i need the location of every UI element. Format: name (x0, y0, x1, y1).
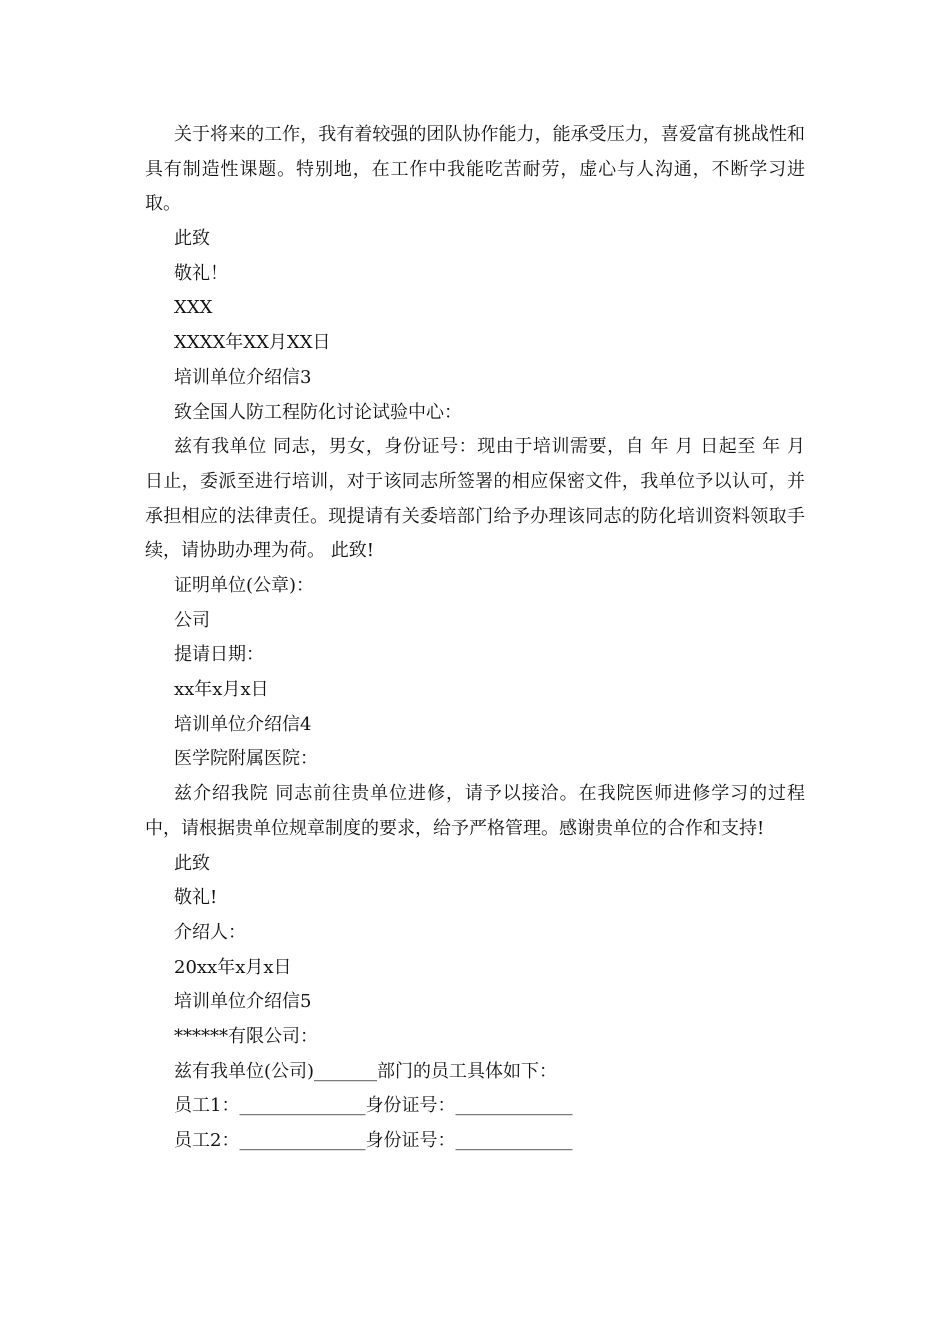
section-title-4: 培训单位介绍信4 (174, 713, 312, 735)
closing-cizhi-2: 此致 (174, 852, 210, 874)
paragraph-letter-3-body: 兹有我单位 同志，男女，身份证号：现由于培训需要，自 年 月 日起至 年 月 日止，委派至进行培训，对于该同志所签署的相应保密文件，我单位予以认可，并承担相应的法律责任。现提请有关委培部门给予办理该同志的防化培训资料领取手续，请协助办理为荷。 此致! (145, 436, 805, 562)
request-date-value: xx年x月x日 (174, 679, 269, 701)
document-body (145, 118, 805, 1159)
addressee-3: 致全国人防工程防化讨论试验中心： (174, 401, 462, 423)
addressee-4: 医学院附属医院： (174, 748, 318, 770)
certifying-unit-label: 证明单位(公章)： (174, 575, 315, 597)
closing-jingli-2: 敬礼! (174, 887, 218, 909)
signature-name: XXX (174, 297, 213, 319)
signature-date-1: XXXX年XX月XX日 (174, 332, 331, 354)
introducer-label: 介绍人： (174, 921, 246, 943)
request-date-label: 提请日期： (174, 644, 264, 666)
addressee-5: ******有限公司： (174, 1026, 318, 1048)
section-title-3: 培训单位介绍信3 (174, 366, 312, 388)
closing-cizhi-1: 此致 (174, 228, 210, 250)
section-title-5: 培训单位介绍信5 (174, 991, 312, 1013)
closing-jingli-1: 敬礼！ (174, 262, 228, 284)
signature-date-2: 20xx年x月x日 (174, 956, 292, 978)
paragraph-letter-4-body: 兹介绍我院 同志前往贵单位进修，请予以接洽。在我院医师进修学习的过程中，请根据贵单位规章制度的要求，给予严格管理。感谢贵单位的合作和支持! (145, 783, 805, 839)
paragraph-letter-5-intro: 兹有我单位(公司)_______部门的员工具体如下： (174, 1060, 558, 1082)
certifying-unit-value: 公司 (174, 609, 210, 631)
employee-2-line: 员工2：______________身份证号：_____________ (174, 1130, 573, 1152)
paragraph-work-attitude: 关于将来的工作，我有着较强的团队协作能力，能承受压力，喜爱富有挑战性和具有制造性课题。特别地，在工作中我能吃苦耐劳，虚心与人沟通，不断学习进取。 (145, 124, 805, 215)
employee-1-line: 员工1：______________身份证号：_____________ (174, 1095, 573, 1117)
